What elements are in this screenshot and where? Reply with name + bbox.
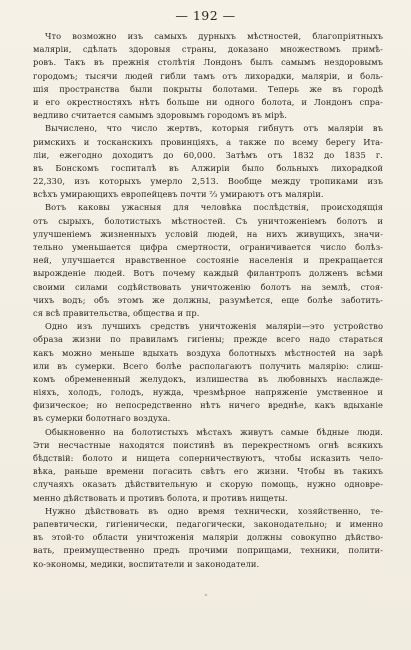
text-line: всѣхъ умирающихъ европейцевъ почти ⅔ умираютъ отъ маляріи.	[33, 189, 324, 200]
page-number: — 192 —	[175, 8, 236, 23]
text-line: ко-экономы, медики, воспитатели и законодатели.	[33, 558, 260, 569]
text-line: Эти несчастные находятся поистинѣ въ перекрестномъ огнѣ всякихъ	[33, 439, 383, 450]
text-line: въ Бонскомъ госпиталѣ въ Алжиріи было больныхъ лихорадкой	[33, 162, 383, 173]
text-line: римскихъ и тосканскихъ провинціяхъ, а также по всему берегу Ита-	[33, 136, 383, 147]
margin-mark: ˇ	[200, 593, 209, 605]
text-line: Вычислено, что число жертвъ, которыя гибнутъ отъ маляріи въ	[45, 123, 383, 134]
body-text	[33, 30, 383, 571]
text-line: своими силами содѣйствовать уничтоженію болотъ на землѣ, стоя-	[33, 281, 383, 292]
text-line: ведливо считается самымъ здоровымъ городомъ въ мірѣ.	[33, 110, 287, 121]
text-line: шія пространства были покрыты болотами. Теперь же въ городѣ	[33, 83, 383, 94]
text-line: и его окрестностяхъ нѣтъ больше ни одного болота, и Лондонъ спра-	[33, 96, 383, 107]
text-line: бѣдствій: болото и нищета соперничествуютъ, чтобы исказить чело-	[33, 453, 383, 463]
text-line: комъ обремененный желудокъ, излишества въ любовныхъ наслажде-	[33, 373, 383, 384]
text-line: отъ сырыхъ, болотистыхъ мѣстностей. Съ уничтоженіемъ болотъ и	[33, 215, 383, 226]
text-line: маляріи, сдѣлать здоровыя страны, доказано множествомъ примѣ-	[33, 44, 383, 55]
text-line: случаяхъ оказать дѣйствительную и скорую помощь, нужно одновре-	[33, 479, 383, 490]
text-line: ліи, ежегодно доходитъ до 60,000. Затѣмъ отъ 1832 до 1835 г.	[33, 149, 383, 160]
text-line: Что возможно изъ самыхъ дурныхъ мѣстностей, благопріятныхъ	[45, 31, 383, 41]
text-line: ней, улучшается нравственное состояніе населенія и прекращается	[33, 255, 383, 266]
text-line: ровъ. Такъ въ прежнія столѣтія Лондонъ былъ самымъ нездоровымъ	[33, 57, 383, 68]
text-line: городомъ; тысячи людей гибли тамъ отъ лихорадки, маляріи, и боль-	[33, 70, 383, 81]
text-line: Обыкновенно на болотистыхъ мѣстахъ живутъ самые бѣдные люди.	[45, 426, 383, 437]
text-line: какъ можно меньше вдыхать воздуха болотныхъ мѣстностей на зарѣ	[33, 347, 383, 358]
text-line: вырожденіе людей. Вотъ почему каждый филантропъ долженъ всѣми	[33, 268, 383, 279]
text-line: Вотъ каковы ужасныя для человѣка послѣдствія, происходящія	[45, 202, 383, 213]
text-line: вѣка, раньше времени погасить свѣтъ его жизни. Чтобы въ такихъ	[33, 466, 383, 477]
text-line: тельно уменьшается цифра смертности, ограничивается число болѣз-	[33, 242, 383, 252]
text-line: Одно изъ лучшихъ средствъ уничтоженія маляріи—это устройство	[45, 321, 383, 332]
text-line: физическое; но непосредственно нѣтъ ничего вреднѣе, какъ вдыханіе	[33, 400, 383, 411]
text-line: рапевтически, гигіенически, педагогически, законодательно; и именно	[33, 518, 383, 529]
text-line: Нужно дѣйствовать въ одно время технически, хозяйственно, те-	[45, 505, 383, 516]
text-line: въ этой-то области уничтоженія маляріи должны совокупно дѣйство-	[33, 532, 383, 543]
text-line: ніяхъ, холодъ, голодъ, нужда, чрезмѣрное напряженіе умственное и	[33, 387, 383, 398]
text-line: чихъ водъ; объ этомъ же должны, разумѣется, еще болѣе заботить-	[33, 294, 383, 305]
text-line: образа жизни по правиламъ гигіены; прежде всего надо стараться	[33, 334, 383, 345]
text-line: или въ сумерки. Всего болѣе располагаютъ получить малярію: слиш-	[33, 360, 383, 371]
text-line: вать, преимущественно предъ прочими поприщами, техники, полити-	[33, 545, 383, 556]
text-line: въ сумерки болотнаго воздуха.	[33, 413, 171, 424]
text-line: улучшеніемъ жизненныхъ условій людей, на нихъ живущихъ, значи-	[33, 228, 383, 239]
text-line: ся всѣ правительства, общества и пр.	[33, 307, 200, 318]
text-line: 22,330, изъ которыхъ умерло 2,513. Вообще между тропиками изъ	[33, 176, 383, 187]
text-line: менно дѣйствовать и противъ болота, и противъ нищеты.	[33, 492, 288, 503]
